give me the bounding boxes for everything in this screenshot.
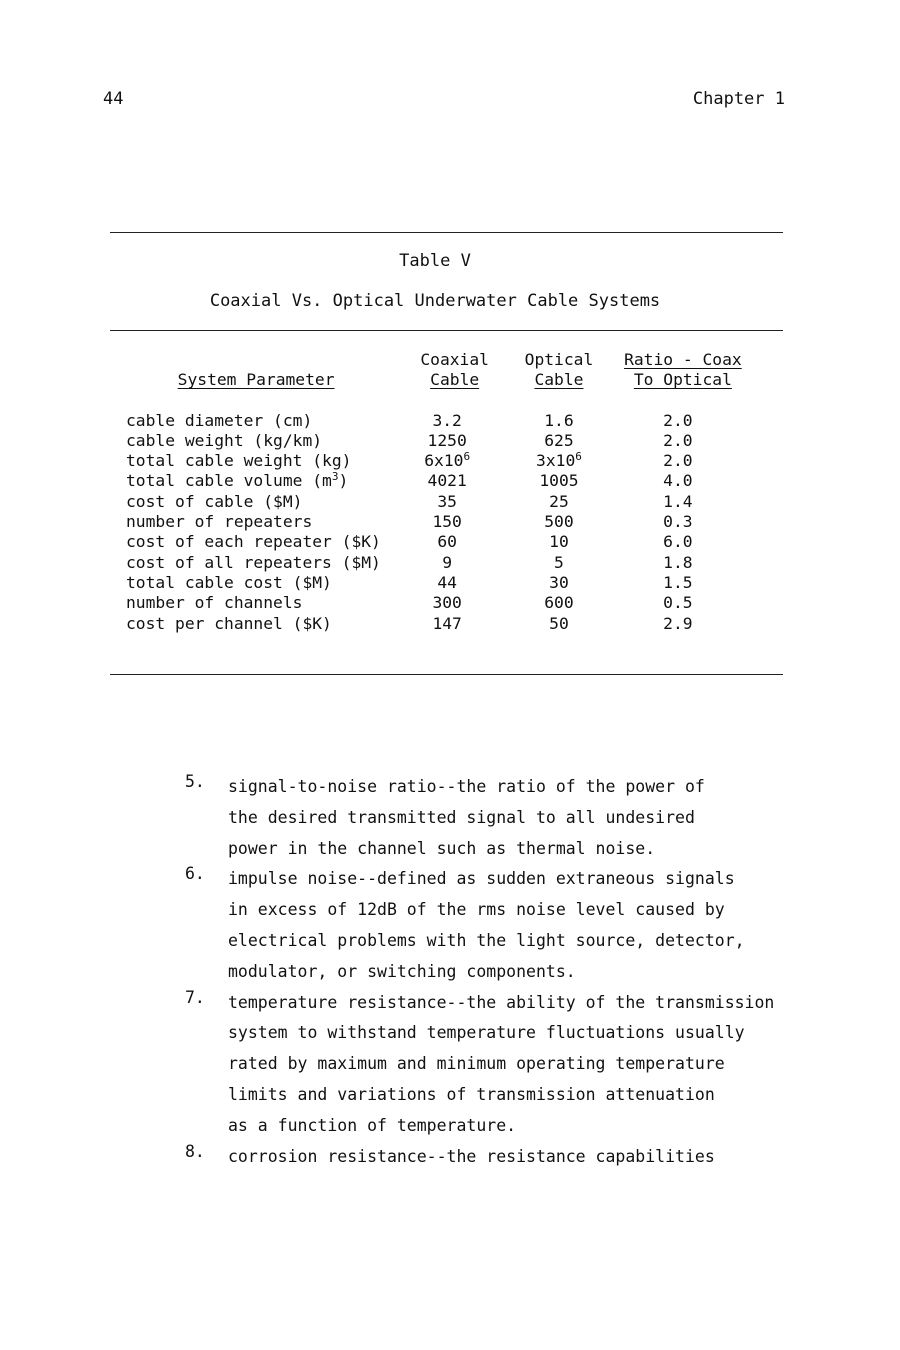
text-line: impulse noise--defined as sudden extraneous signals — [228, 869, 735, 889]
text-line: signal-to-noise ratio--the ratio of the power of — [228, 777, 705, 796]
ratio-cell: 4.0 — [663, 471, 693, 491]
table-top-rule — [110, 232, 783, 233]
coax-cell-value: 3.2 — [432, 410, 462, 430]
optical-cell-value: 25 — [549, 491, 569, 511]
coax-cell-value: 4021 — [427, 471, 467, 491]
coax-cell-exponent: 6 — [463, 450, 471, 464]
coax-cell-value: 1250 — [427, 430, 467, 450]
param-text: total cable weight (kg) — [126, 451, 352, 471]
table-header-rule — [110, 330, 783, 331]
optical-cell — [508, 411, 610, 431]
optical-cell-value: 30 — [549, 572, 569, 592]
table-row — [126, 532, 746, 552]
optical-cell — [508, 451, 610, 471]
text-line: the desired transmitted signal to all undesired — [228, 807, 695, 827]
param-cell — [126, 553, 386, 573]
coax-cell-value: 147 — [432, 613, 462, 633]
table-row — [126, 593, 746, 613]
coax-cell-value: 6x10 — [424, 451, 464, 471]
text-line: power in the channel such as thermal noise. — [228, 838, 656, 858]
optical-cell — [508, 492, 610, 512]
list-item-text — [228, 864, 745, 987]
optical-cell-exponent: 6 — [575, 450, 582, 464]
optical-cell — [508, 553, 610, 573]
ratio-cell: 2.0 — [663, 430, 693, 450]
optical-cell-value: 3x10 — [536, 451, 576, 471]
list-item-text — [228, 1142, 715, 1173]
param-cell — [126, 431, 386, 451]
optical-cell-value: 1.6 — [544, 410, 574, 430]
list-item-number: 8. — [185, 1141, 205, 1161]
coax-cell — [386, 431, 508, 451]
list-item — [185, 772, 825, 864]
optical-cell — [508, 614, 610, 634]
coax-cell — [386, 492, 508, 512]
param-cell — [126, 573, 386, 593]
param-text: cable weight (kg/km) — [126, 430, 323, 450]
ratio-cell: 0.3 — [663, 512, 693, 532]
table-row — [126, 512, 746, 532]
param-text: cable diameter (cm) — [126, 410, 313, 430]
list-item-text — [228, 772, 705, 864]
optical-cell — [508, 512, 610, 532]
optical-cell-value: 500 — [544, 512, 574, 532]
text-line: limits and variations of transmission attenuation — [228, 1084, 715, 1104]
table-row — [126, 431, 746, 451]
optical-cell — [508, 431, 610, 451]
table-label: Table V — [399, 251, 471, 271]
coax-cell — [386, 512, 508, 532]
ratio-cell: 6.0 — [663, 532, 693, 552]
list-item — [185, 988, 825, 1142]
optical-cell-value: 5 — [554, 552, 564, 572]
text-line: electrical problems with the light source, detector, — [228, 930, 745, 950]
page-number: 44 — [103, 89, 124, 109]
optical-cell — [508, 573, 610, 593]
param-text: number of channels — [126, 593, 303, 613]
header-optical-cable: Optical Cable — [524, 350, 594, 390]
optical-cell-value: 10 — [549, 532, 569, 552]
table-row — [126, 411, 746, 431]
param-text: number of repeaters — [126, 512, 313, 532]
ratio-cell: 2.9 — [663, 613, 693, 633]
data-table — [126, 350, 746, 634]
header-coaxial-cable: Coaxial Cable — [420, 350, 489, 390]
table-header-row — [126, 350, 746, 391]
header-ratio: Ratio - Coax To Optical — [624, 350, 742, 390]
param-cell — [126, 532, 386, 552]
table-row — [126, 471, 746, 491]
ratio-cell: 1.8 — [663, 552, 693, 572]
coax-cell — [386, 451, 508, 471]
optical-cell-value: 50 — [549, 613, 569, 633]
optical-cell-value: 600 — [544, 593, 574, 613]
header-system-parameter: System Parameter — [177, 370, 335, 390]
param-superscript: 3 — [331, 470, 339, 484]
coax-cell — [386, 471, 508, 491]
coax-cell — [386, 532, 508, 552]
optical-cell — [508, 593, 610, 613]
coax-cell — [386, 411, 508, 431]
ratio-cell: 1.5 — [663, 572, 693, 592]
list-item-text — [228, 988, 774, 1142]
text-line: corrosion resistance--the resistance capabilities — [228, 1146, 715, 1166]
ratio-cell: 2.0 — [663, 410, 693, 430]
param-cell — [126, 451, 386, 471]
text-line: system to withstand temperature fluctuations usually — [228, 1023, 745, 1043]
text-line: temperature resistance--the ability of the transmission — [228, 992, 775, 1012]
table-bottom-rule — [110, 674, 783, 675]
text-line: in excess of 12dB of the rms noise level caused by — [228, 900, 725, 920]
coax-cell-value: 44 — [437, 572, 457, 592]
list-item — [185, 1142, 825, 1173]
optical-cell-value: 1005 — [539, 471, 579, 491]
param-text: total cable volume (m — [126, 471, 332, 491]
ratio-cell: 2.0 — [663, 451, 693, 471]
coax-cell — [386, 614, 508, 634]
optical-cell-value: 625 — [544, 430, 574, 450]
text-line: as a function of temperature. — [228, 1115, 517, 1135]
ratio-cell: 0.5 — [663, 593, 693, 613]
table-row — [126, 492, 746, 512]
list-item-number: 5. — [185, 772, 205, 791]
param-cell — [126, 471, 386, 491]
optical-cell — [508, 532, 610, 552]
coax-cell-value: 35 — [437, 491, 457, 511]
list-item-number: 7. — [185, 987, 205, 1007]
list-item-number: 6. — [185, 864, 205, 884]
text-line: modulator, or switching components. — [228, 961, 576, 981]
table-row — [126, 451, 746, 471]
param-cell — [126, 512, 386, 532]
param-cell — [126, 492, 386, 512]
coax-cell — [386, 593, 508, 613]
running-head: Chapter 1 — [692, 89, 785, 109]
coax-cell-value: 60 — [437, 532, 457, 552]
table-body — [126, 411, 746, 634]
coax-cell — [386, 573, 508, 593]
coax-cell-value: 300 — [432, 593, 462, 613]
param-text: cost of cable ($M) — [126, 491, 303, 511]
ratio-cell: 1.4 — [663, 491, 693, 511]
param-cell — [126, 614, 386, 634]
param-text: cost per channel ($K) — [126, 613, 332, 633]
numbered-list — [185, 772, 825, 1172]
list-item — [185, 864, 825, 987]
param-cell — [126, 593, 386, 613]
table-title: Coaxial Vs. Optical Underwater Cable Systems — [209, 291, 661, 311]
coax-cell-value: 150 — [432, 512, 462, 532]
text-line: rated by maximum and minimum operating temperature — [228, 1054, 725, 1074]
param-text: total cable cost ($M) — [126, 572, 332, 592]
param-text: cost of each repeater ($K) — [126, 532, 381, 552]
table-row — [126, 614, 746, 634]
coax-cell — [386, 553, 508, 573]
table-row — [126, 553, 746, 573]
param-cell — [126, 411, 386, 431]
table-row — [126, 573, 746, 593]
coax-cell-value: 9 — [442, 552, 453, 572]
param-text: cost of all repeaters ($M) — [126, 552, 381, 572]
optical-cell — [508, 471, 610, 491]
param-text-end: ) — [338, 471, 349, 491]
